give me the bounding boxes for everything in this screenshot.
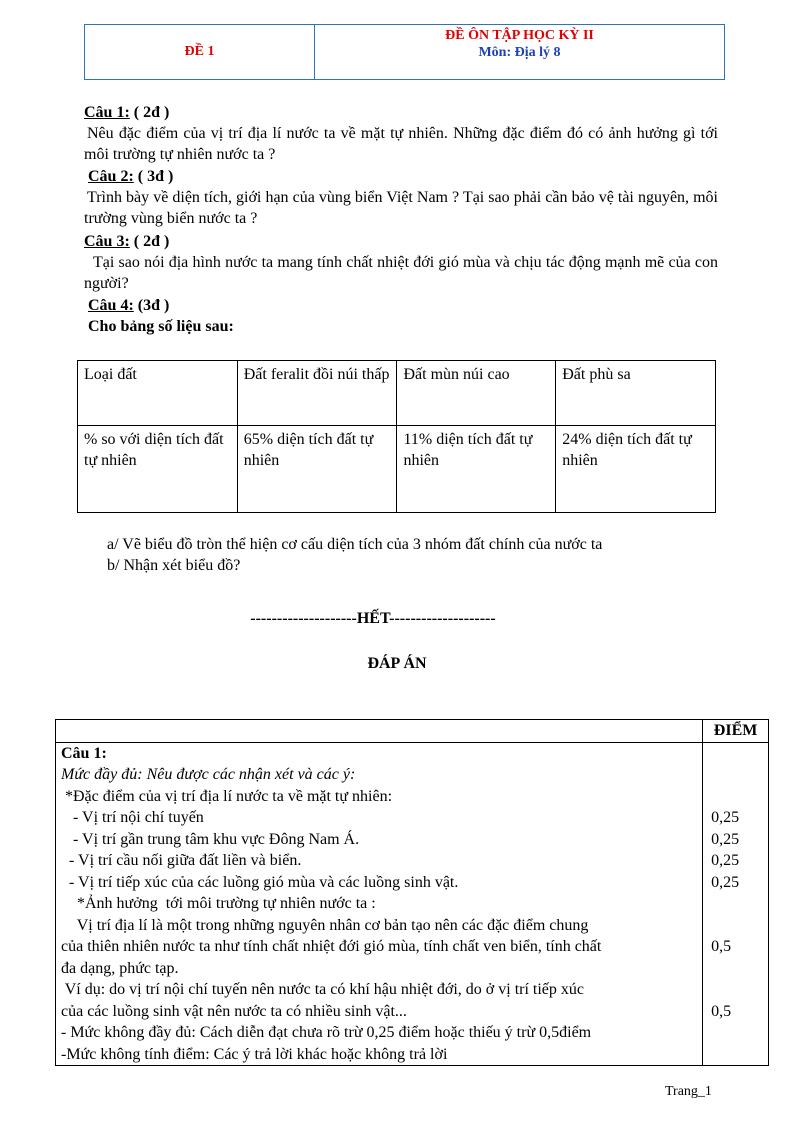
- full-level-text: Mức đầy đủ: Nêu được các nhận xét và các ý:: [61, 766, 356, 783]
- impact-paragraph-line: của thiên nhiên nước ta như tính chất nhiệt đới gió mùa, tính chất ven biển, tính chất: [61, 938, 602, 955]
- score-value: 0,5: [711, 1002, 732, 1020]
- answer-content: [56, 742, 703, 1066]
- example-paragraph-line: của các luồng sinh vật nên nước ta có nhiều sinh vật...: [61, 1002, 407, 1020]
- question-label: Câu 4:: [88, 297, 134, 314]
- exam-title-block: [315, 25, 724, 79]
- page-number: Trang_1: [665, 1084, 712, 1099]
- list-item: - Vị trí gần trung tâm khu vực Đông Nam Á.: [61, 830, 360, 848]
- answer-question-label: Câu 1:: [61, 744, 107, 762]
- score-header: ĐIỂM: [703, 720, 769, 743]
- impact-heading: *Ảnh hưởng tới môi trường tự nhiên nước ta :: [61, 895, 376, 912]
- impact-paragraph-line: Vị trí địa lí là một trong những nguyên nhân cơ bản tạo nên các đặc điểm chung: [61, 916, 589, 934]
- question-points: ( 2đ ): [129, 104, 170, 121]
- question-label: Câu 2:: [88, 168, 134, 185]
- question-text: Cho bảng số liệu sau:: [88, 318, 234, 335]
- question-1: [84, 102, 718, 165]
- answer-title: ĐÁP ÁN: [367, 655, 427, 672]
- question-3: [84, 231, 718, 294]
- exam-title: ĐỀ ÔN TẬP HỌC KỲ II: [445, 28, 594, 43]
- table-row: [78, 426, 716, 513]
- list-item: - Vị trí cầu nối giữa đất liền và biển.: [61, 852, 302, 869]
- question-heading: [84, 231, 718, 252]
- table-cell: 11% diện tích đất tự nhiên: [397, 426, 556, 513]
- question-label: Câu 3:: [84, 233, 130, 250]
- table-header-row: [78, 361, 716, 426]
- answer-header-blank: [56, 720, 703, 743]
- exam-header-box: [84, 24, 725, 80]
- question-points: ( 2đ ): [129, 233, 170, 250]
- task-a: a/ Vẽ biểu đồ tròn thể hiện cơ cấu diện tích của 3 nhóm đất chính của nước ta: [107, 536, 603, 553]
- question-4: [84, 295, 718, 337]
- score-value: 0,25: [711, 809, 740, 826]
- list-item: - Vị trí nội chí tuyến: [61, 809, 204, 826]
- question-heading: [84, 102, 718, 123]
- example-paragraph-line: Ví dụ: do vị trí nội chí tuyến nên nước ta có khí hậu nhiệt đới, do ở vị trí tiếp xúc: [61, 981, 585, 998]
- question-points: (3đ ): [133, 297, 170, 314]
- score-value: 0,25: [711, 830, 740, 848]
- table-cell: Loại đất: [78, 361, 238, 426]
- exam-code: ĐỀ 1: [85, 25, 315, 79]
- impact-paragraph-line: đa dạng, phức tạp.: [61, 959, 179, 977]
- partial-level-text: - Mức không đầy đủ: Cách diễn đạt chưa rõ trừ 0,25 điểm hoặc thiếu ý trừ 0,5điểm: [61, 1024, 592, 1041]
- zero-level-text: -Mức không tính điểm: Các ý trả lời khác hoặc không trả lời: [61, 1045, 448, 1063]
- table-cell: % so với diện tích đất tự nhiên: [78, 426, 238, 513]
- table-cell: 24% diện tích đất tự nhiên: [556, 426, 716, 513]
- question-points: ( 3đ ): [133, 168, 174, 185]
- table-cell: Đất mùn núi cao: [397, 361, 556, 426]
- score-column: [703, 742, 769, 1066]
- question-text: Trình bày về diện tích, giới hạn của vùng biển Việt Nam ? Tại sao phải cần bảo vệ tài nguyên, môi trường vùng biển nước ta ?: [84, 189, 718, 227]
- table-cell: Đất feralit đồi núi thấp: [237, 361, 397, 426]
- question-text: Tại sao nói địa hình nước ta mang tính chất nhiệt đới gió mùa và chịu tác động mạnh mẽ của con người?: [84, 254, 718, 292]
- question-text: Nêu đặc điểm của vị trí địa lí nước ta về mặt tự nhiên. Những đặc điểm đó có ảnh hưởng gì tới môi trường tự nhiên nước ta ?: [84, 125, 718, 163]
- answer-row: [56, 742, 769, 1066]
- exam-subject: Môn: Địa lý 8: [478, 45, 561, 60]
- question-4-tasks: [107, 534, 602, 576]
- question-2: [84, 166, 718, 229]
- list-item: - Vị trí tiếp xúc của các luồng gió mùa và các luồng sinh vật.: [61, 873, 459, 891]
- score-value: 0,25: [711, 873, 740, 891]
- question-label: Câu 1:: [84, 104, 130, 121]
- score-value: 0,5: [711, 938, 732, 955]
- table-cell: Đất phù sa: [556, 361, 716, 426]
- soil-data-table: [77, 360, 716, 513]
- answer-header-row: [56, 720, 769, 743]
- table-cell: 65% diện tích đất tự nhiên: [237, 426, 397, 513]
- answer-table: [55, 719, 769, 1066]
- characteristics-heading: *Đặc điểm của vị trí địa lí nước ta về mặt tự nhiên:: [61, 787, 393, 805]
- end-marker: --------------------HẾT--------------------: [250, 610, 496, 627]
- question-heading: [84, 295, 718, 316]
- score-value: 0,25: [711, 852, 740, 869]
- question-heading: [84, 166, 718, 187]
- task-b: b/ Nhận xét biểu đồ?: [107, 557, 241, 574]
